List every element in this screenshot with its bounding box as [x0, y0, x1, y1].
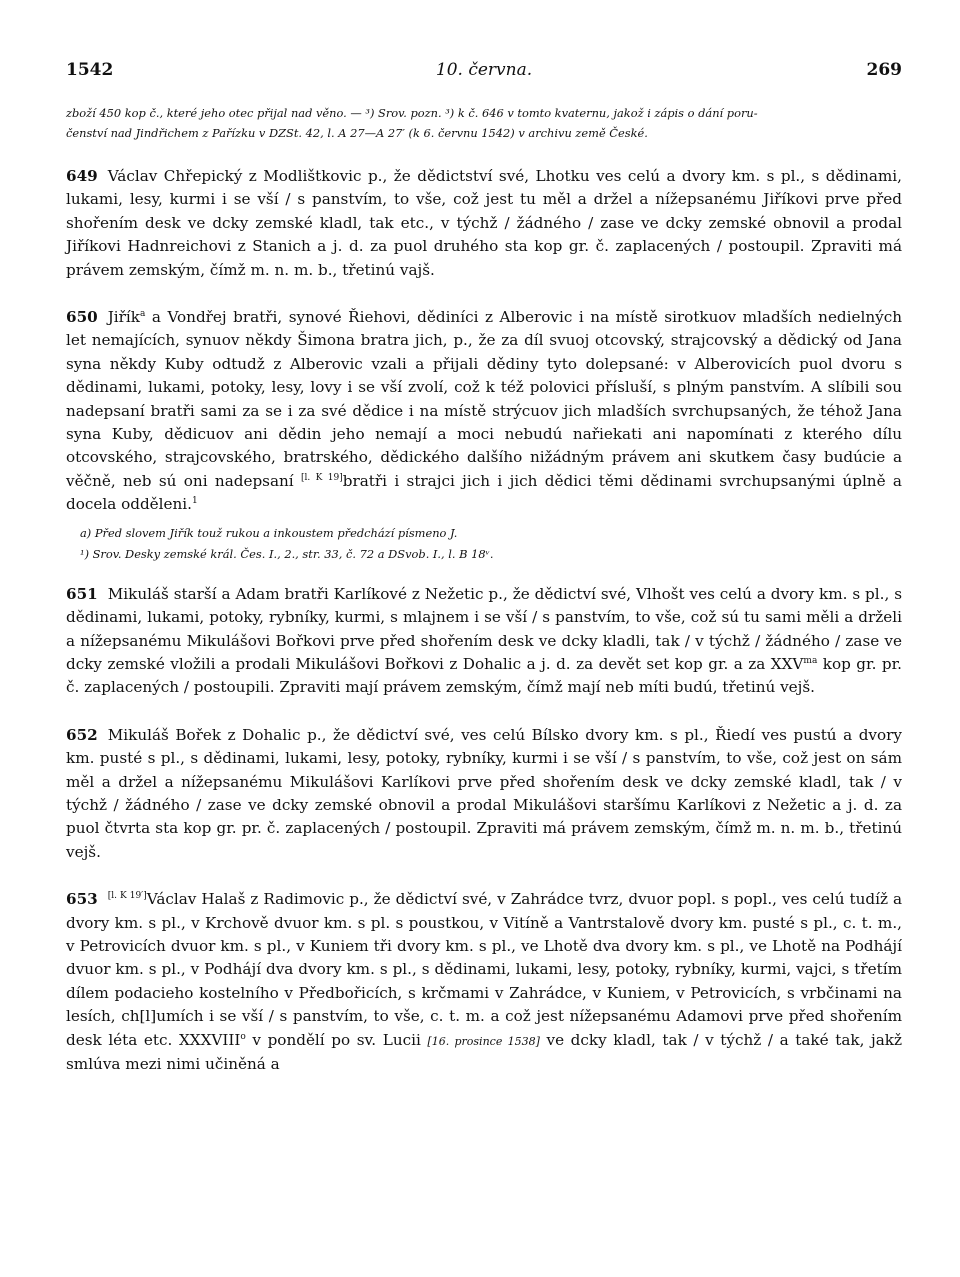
entry-text: a Vondřej bratři, synové Řiehovi, dědiníci z Alberovic i na místě sirotkuov mladších nedielných let nemajících, synuov někdy Šimona bratra jich, p., že za díl svuoj otcovský, strajcovský a dědický od Jana syna někdy Kuby odtudž z Alberovic vzali a přijali dědiny tyto dolepsané: v Alberovicích puol dvoru s dědinami, lukami, potoky, lesy, lovy i se vší zvolí, což k též polovici přísluší, s plným panstvím. A slíbili sou nadepsaní bratři sami za se i za své dědice i na místě strýcuov jich mladších svrchupsaných, že téhož Jana syna Kuby, dědicuov ani dědin jeho nemají a moci nebudú nařiekati ani napomínati z kterého dílu otcovského, strajcovského, bratrského, dědického dalšího nižádným právem ani skutkem časy budúcie a věčně, neb sú oni nadepsaní — [66, 308, 902, 490]
entry-650-footnotes — [66, 523, 902, 565]
entry-text: Mikuláš starší a Adam bratři Karlíkové z Nežetic p., že dědictví své, Vlhošt ves celú a dvory km. s pl., s dědinami, lukami, potoky, rybníky, kurmi, s mlajnem i se vší / s panstvím, to vše, což sú tu sami měli a drželi a nížepsanému Mikulášovi Bořkovi prve před shořením desk ve dcky kladli, tak / v týchž / žádného / zase ve dcky zemské vložili a prodali Mikulášovi Bořkovi z Dohalic a j. d. za devět set kop gr. a za XXV — [66, 584, 902, 673]
entries-list — [66, 165, 902, 1076]
running-head — [66, 60, 902, 84]
folio-marker: [l. K 19] — [301, 472, 343, 483]
footnote-ref-a: a — [139, 308, 146, 319]
entry-number: 653 — [66, 890, 98, 909]
footnote-line: zboží 450 kop č., které jeho otec přijal nad věno. — ³) Srov. pozn. ³) k č. 646 v tomto kvaternu, jakož i zápis o dání poru- — [66, 106, 758, 120]
entry-number: 650 — [66, 308, 98, 327]
entry-number: 651 — [66, 584, 98, 603]
footnote-1: ¹) Srov. Desky zemské král. Čes. I., 2., str. 33, č. 72 a DSvob. I., l. B 18ᵛ. — [80, 546, 494, 561]
entry-text: Jiřík — [107, 308, 140, 327]
folio-marker: [l. K 19′] — [107, 891, 147, 902]
continued-footnotes — [66, 103, 902, 143]
date-note: [16. prosince 1538] — [427, 1034, 540, 1048]
entry-text: v pondělí po sv. Lucii — [245, 1030, 428, 1049]
header-date: 10. června. — [435, 60, 533, 80]
entry-number: 649 — [66, 167, 98, 185]
entry-text: Mikuláš Bořek z Dohalic p., že dědictví své, ves celú Bílsko dvory km. s pl., Řiedí ves pustú a dvory km. pusté s pl., s dědinami, lukami, lesy, potoky, rybníky, kurmi i se vší / s panstvím, to vše, což jest on sám měl a držel a nížepsanému Mikulášovi Karlíkovi prve před shořením desk ve dcky zemské kladl, tak / v týchž / žádného / zase ve dcky zemské obnovil a prodal Mikulášovi staršímu Karlíkovi z Nežetic a j. d. za puol čtvrta sta kop gr. pr. č. zaplacených / postoupil. Zpraviti má právem zemským, čímž m. n. m. b., třetinú vejš. — [66, 725, 902, 861]
entry-651 — [66, 583, 902, 700]
entry-number: 652 — [66, 725, 98, 744]
entry-text: bratři i strajci jich i jich dědici těmi dědinami svrchupsanými úplně a docela odděleni. — [66, 471, 902, 514]
superscript: o — [240, 1031, 246, 1042]
header-year: 1542 — [66, 60, 114, 80]
entry-653 — [66, 888, 902, 1076]
footnote-a: a) Před slovem Jiřík touž rukou a inkoustem předchází písmeno J. — [80, 525, 458, 540]
page-number: 269 — [866, 60, 902, 80]
footnote-ref-1: 1 — [192, 496, 198, 507]
entry-text: kop gr. pr. č. zaplacených / postoupili. Zpraviti mají právem zemským, čímž mají neb míti budú, třetinú vejš. — [66, 654, 902, 697]
entry-text: Václav Chřepický z Modlištkovic p., že dědictství své, Lhotku ves celú a dvory km. s pl., s dědinami, lukami, lesy, kurmi i se vší / s panstvím, to vše, což jest tu měl a držel a nížepsanému Jiříkovi prve před shořením desk ve dcky zemské kladl, tak etc., v týchž / žádného / zase ve dcky zemské obnovil a prodal Jiříkovi Hadnreichovi z Stanich a j. d. za puol druhého sta kop gr. č. zaplacených / postoupil. Zpraviti má právem zemským, čímž m. n. m. b., třetinú vajš. — [66, 167, 902, 279]
entry-652 — [66, 724, 902, 864]
entry-text: ve dcky kladl, tak / v týchž / a také tak, jakž smlúva mezi nimi učiněná a — [66, 1030, 902, 1073]
entry-649 — [66, 165, 902, 282]
footnote-line: čenství nad Jindřichem z Pařízku v DZSt. 42, l. A 27—A 27′ (k 6. červnu 1542) v archivu země České. — [66, 126, 648, 140]
superscript: ma — [803, 655, 818, 666]
entry-text: Václav Halaš z Radimovic p., že dědictví své, v Zahrádce tvrz, dvuor popl. s popl., ves celú tudíž a dvory km. s pl., v Krchově dvuor km. s pl. s poustkou, v Vitíně a Vantrstalově dvory km. pusté s pl., c. t. m., v Petrovicích dvuor km. s pl., v Kuniem tři dvory km. s pl., ve Lhotě dva dvory km. s pl., ve Lhotě na Podhájí dvuor km. s pl., v Podhájí dva dvory km. s pl., s dědinami, lukami, lesy, potoky, rybníky, kurmi, vajci, s třetím dílem podacieho kostelního v Předbořicích, s krčmami v Zahrádce, v Kuniem, v Petrovicích, s vrbčinami na lesích, ch[l]umích i se vší / s panstvím, to vše, c. t. m. a což jest nížepsanému Adamovi prve před shořením desk léta etc. XXXVIII — [66, 890, 903, 1049]
entry-650 — [66, 306, 902, 517]
